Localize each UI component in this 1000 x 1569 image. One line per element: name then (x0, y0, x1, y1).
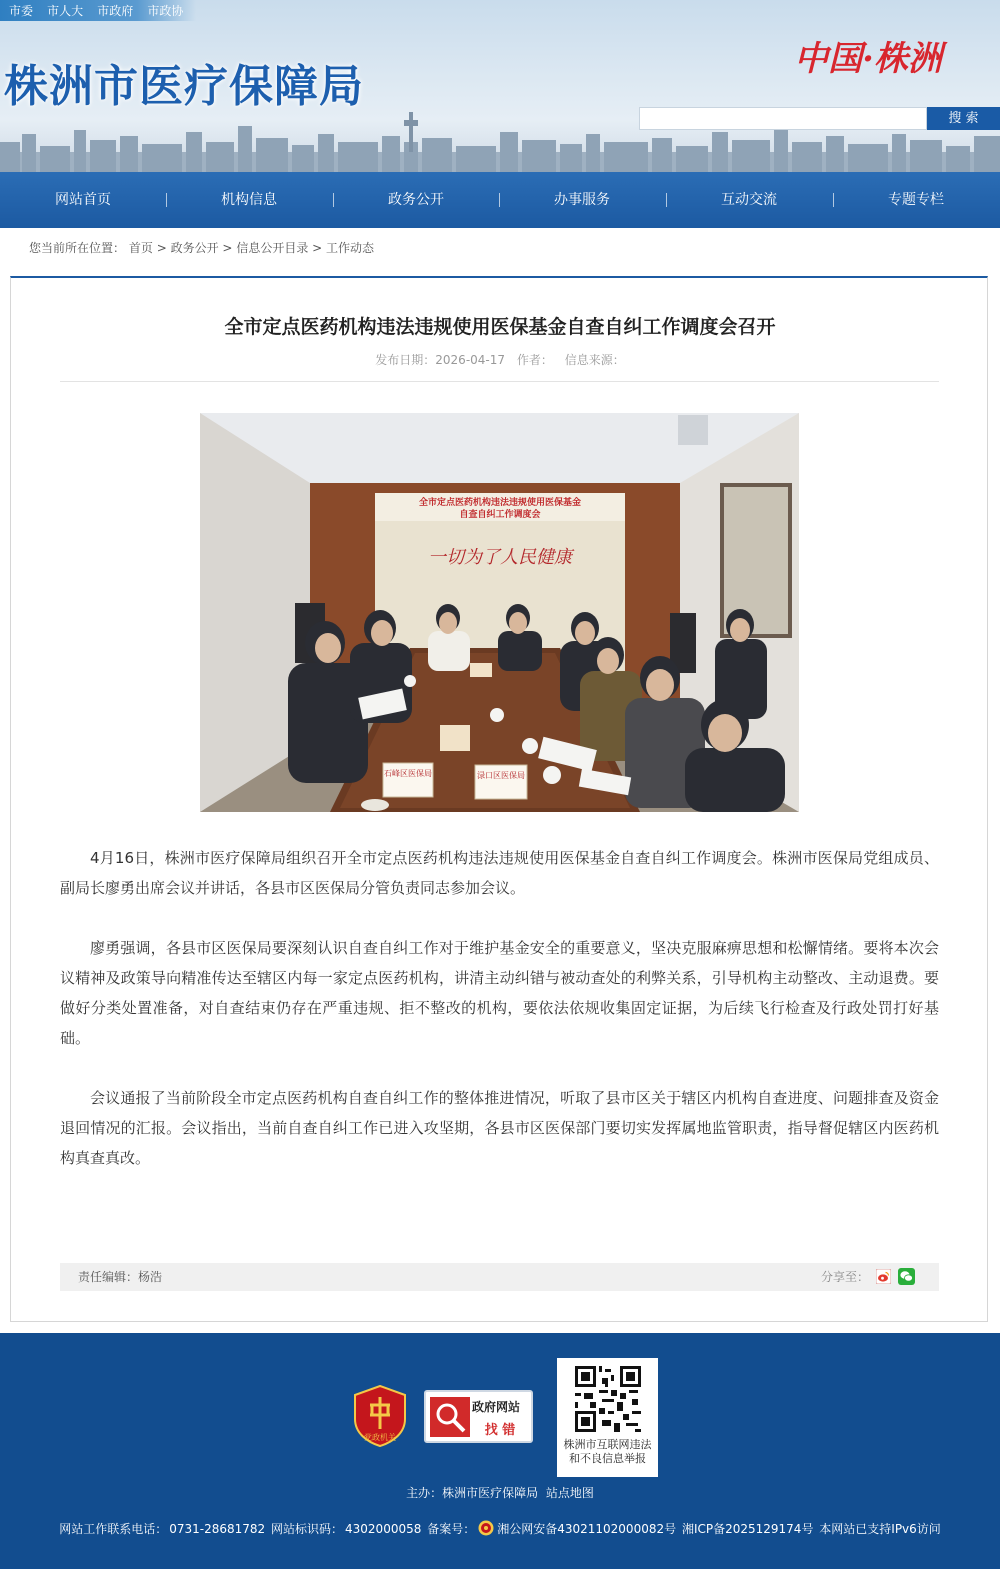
contact-phone: 0731-28681782 (169, 1522, 266, 1536)
article-footer-bar (60, 1263, 939, 1291)
site-id: 4302000058 (345, 1522, 422, 1536)
breadcrumb-item-info-catalog[interactable]: 信息公开目录 (236, 241, 309, 255)
qr-caption: 株洲市互联网违法 和不良信息举报 (563, 1438, 652, 1465)
icp-record-link[interactable]: 湘ICP备2025129174号 (681, 1522, 814, 1536)
nameplate-1: 石峰区医保局 (384, 769, 432, 778)
article-paragraph-1: 4月16日，株洲市医疗保障局组织召开全市定点医药机构违法违规使用医保基金自查自纠工作调度会。株洲市医保局党组成员、副局长廖勇出席会议并讲话，各县市区医保局分管负责同志参加会议。 (60, 849, 939, 897)
breadcrumb-separator: > (156, 241, 167, 255)
wechat-share-icon[interactable] (898, 1268, 915, 1285)
nav-item-home[interactable]: 网站首页 (55, 192, 111, 208)
china-zhuzhou-logo[interactable] (776, 30, 960, 86)
responsible-editor: 责任编辑：杨浩 (78, 1270, 163, 1284)
footer-record-line: 网站工作联系电话： 0731-28681782 网站标识码： 4302000058 备案号： 湘公网安备43021102000082号 湘ICP备2025129174号 本网站已支持IPv6访问 (59, 1522, 941, 1536)
magnifier-icon (430, 1397, 470, 1437)
main-nav (0, 172, 1000, 228)
site-header (0, 0, 1000, 172)
breadcrumb-separator: > (312, 241, 323, 255)
ipv6-notice: 本网站已支持IPv6访问 (819, 1522, 941, 1536)
svg-text:一切为了人民健康: 一切为了人民健康 (428, 547, 572, 568)
breadcrumb-item-home[interactable]: 首页 (128, 241, 153, 255)
breadcrumb-item-government-affairs[interactable]: 政务公开 (170, 241, 219, 255)
police-badge-icon (478, 1520, 494, 1536)
government-website-error-report-badge[interactable] (424, 1390, 533, 1443)
topbar-link-peoples-congress[interactable]: 市人大 (47, 4, 84, 18)
party-government-badge-icon[interactable] (354, 1385, 406, 1447)
weibo-share-icon[interactable] (876, 1269, 891, 1284)
nav-item-organization[interactable]: 机构信息 (221, 192, 277, 208)
host-name: 株洲市医疗保障局 (442, 1486, 539, 1500)
info-source: 信息来源： (564, 353, 625, 367)
gov-badge-line2: 找 错 (472, 1419, 528, 1437)
author: 作者： (516, 353, 553, 367)
nav-item-government-affairs[interactable]: 政务公开 (388, 192, 444, 208)
article-title: 全市定点医药机构违法违规使用医保基金自查自纠工作调度会召开 (224, 316, 776, 338)
article-meta (0, 351, 1000, 368)
footer-host-line: 主办：株洲市医疗保障局 站点地图 (406, 1486, 594, 1500)
nav-item-interaction[interactable]: 互动交流 (721, 192, 777, 208)
qr-code-icon (575, 1366, 641, 1432)
breadcrumb-item-work-news[interactable]: 工作动态 (326, 241, 375, 255)
topbar-link-government[interactable]: 市政府 (97, 4, 134, 18)
breadcrumb-prefix: 您当前所在位置： (29, 241, 126, 255)
meeting-photo (200, 413, 799, 812)
search-button[interactable]: 搜 索 (927, 107, 1000, 130)
publish-date: 发布日期：2026-04-17 (375, 353, 506, 367)
svg-text:自查自纠工作调度会: 自查自纠工作调度会 (459, 510, 541, 520)
title-divider (60, 381, 939, 382)
sitemap-link[interactable]: 站点地图 (545, 1486, 594, 1500)
topbar-link-party-committee[interactable]: 市委 (9, 4, 34, 18)
share-label: 分享至： (820, 1270, 869, 1284)
top-links-bar (0, 0, 196, 21)
search-input[interactable] (639, 107, 927, 130)
breadcrumb (29, 240, 374, 256)
site-title[interactable]: 株洲市医疗保障局 (4, 62, 364, 111)
report-qr-code[interactable] (557, 1358, 658, 1477)
article-paragraph-3: 会议通报了当前阶段全市定点医药机构自查自纠工作的整体推进情况，听取了县市区关于辖区内机构自查进度、问题排查及资金退回情况的汇报。会议指出，当前自查自纠工作已进入攻坚期，各县市区医保部门要切实发挥属地监管职责，指导督促辖区内医药机构真查真改。 (60, 1089, 939, 1167)
breadcrumb-separator: > (222, 241, 233, 255)
article-paragraph-2: 廖勇强调，各县市区医保局要深刻认识自查自纠工作对于维护基金安全的重要意义，坚决克服麻痹思想和松懈情绪。要将本次会议精神及政策导向精准传达至辖区内每一家定点医药机构，讲清主动纠错与被动查处的利弊关系，引导机构主动整改、主动退费。要做好分类处置准备，对自查结束仍存在严重违规、拒不整改的机构，要依法依规收集固定证据，为后续飞行检查及行政处罚打好基础。 (60, 939, 939, 1047)
nav-item-services[interactable]: 办事服务 (554, 192, 610, 208)
gov-badge-line1: 政府网站 (472, 1400, 521, 1414)
svg-text:全市定点医药机构违法违规使用医保基金: 全市定点医药机构违法违规使用医保基金 (418, 498, 582, 508)
police-record-link[interactable]: 湘公网安备43021102000082号 (497, 1522, 677, 1536)
nameplate-2: 渌口区医保局 (477, 771, 525, 780)
topbar-link-cppcc[interactable]: 市政协 (147, 4, 184, 18)
svg-text:中国·株洲: 中国·株洲 (794, 39, 942, 79)
nav-item-special-topics[interactable]: 专题专栏 (888, 192, 944, 208)
svg-text:党政机关: 党政机关 (364, 1433, 396, 1442)
